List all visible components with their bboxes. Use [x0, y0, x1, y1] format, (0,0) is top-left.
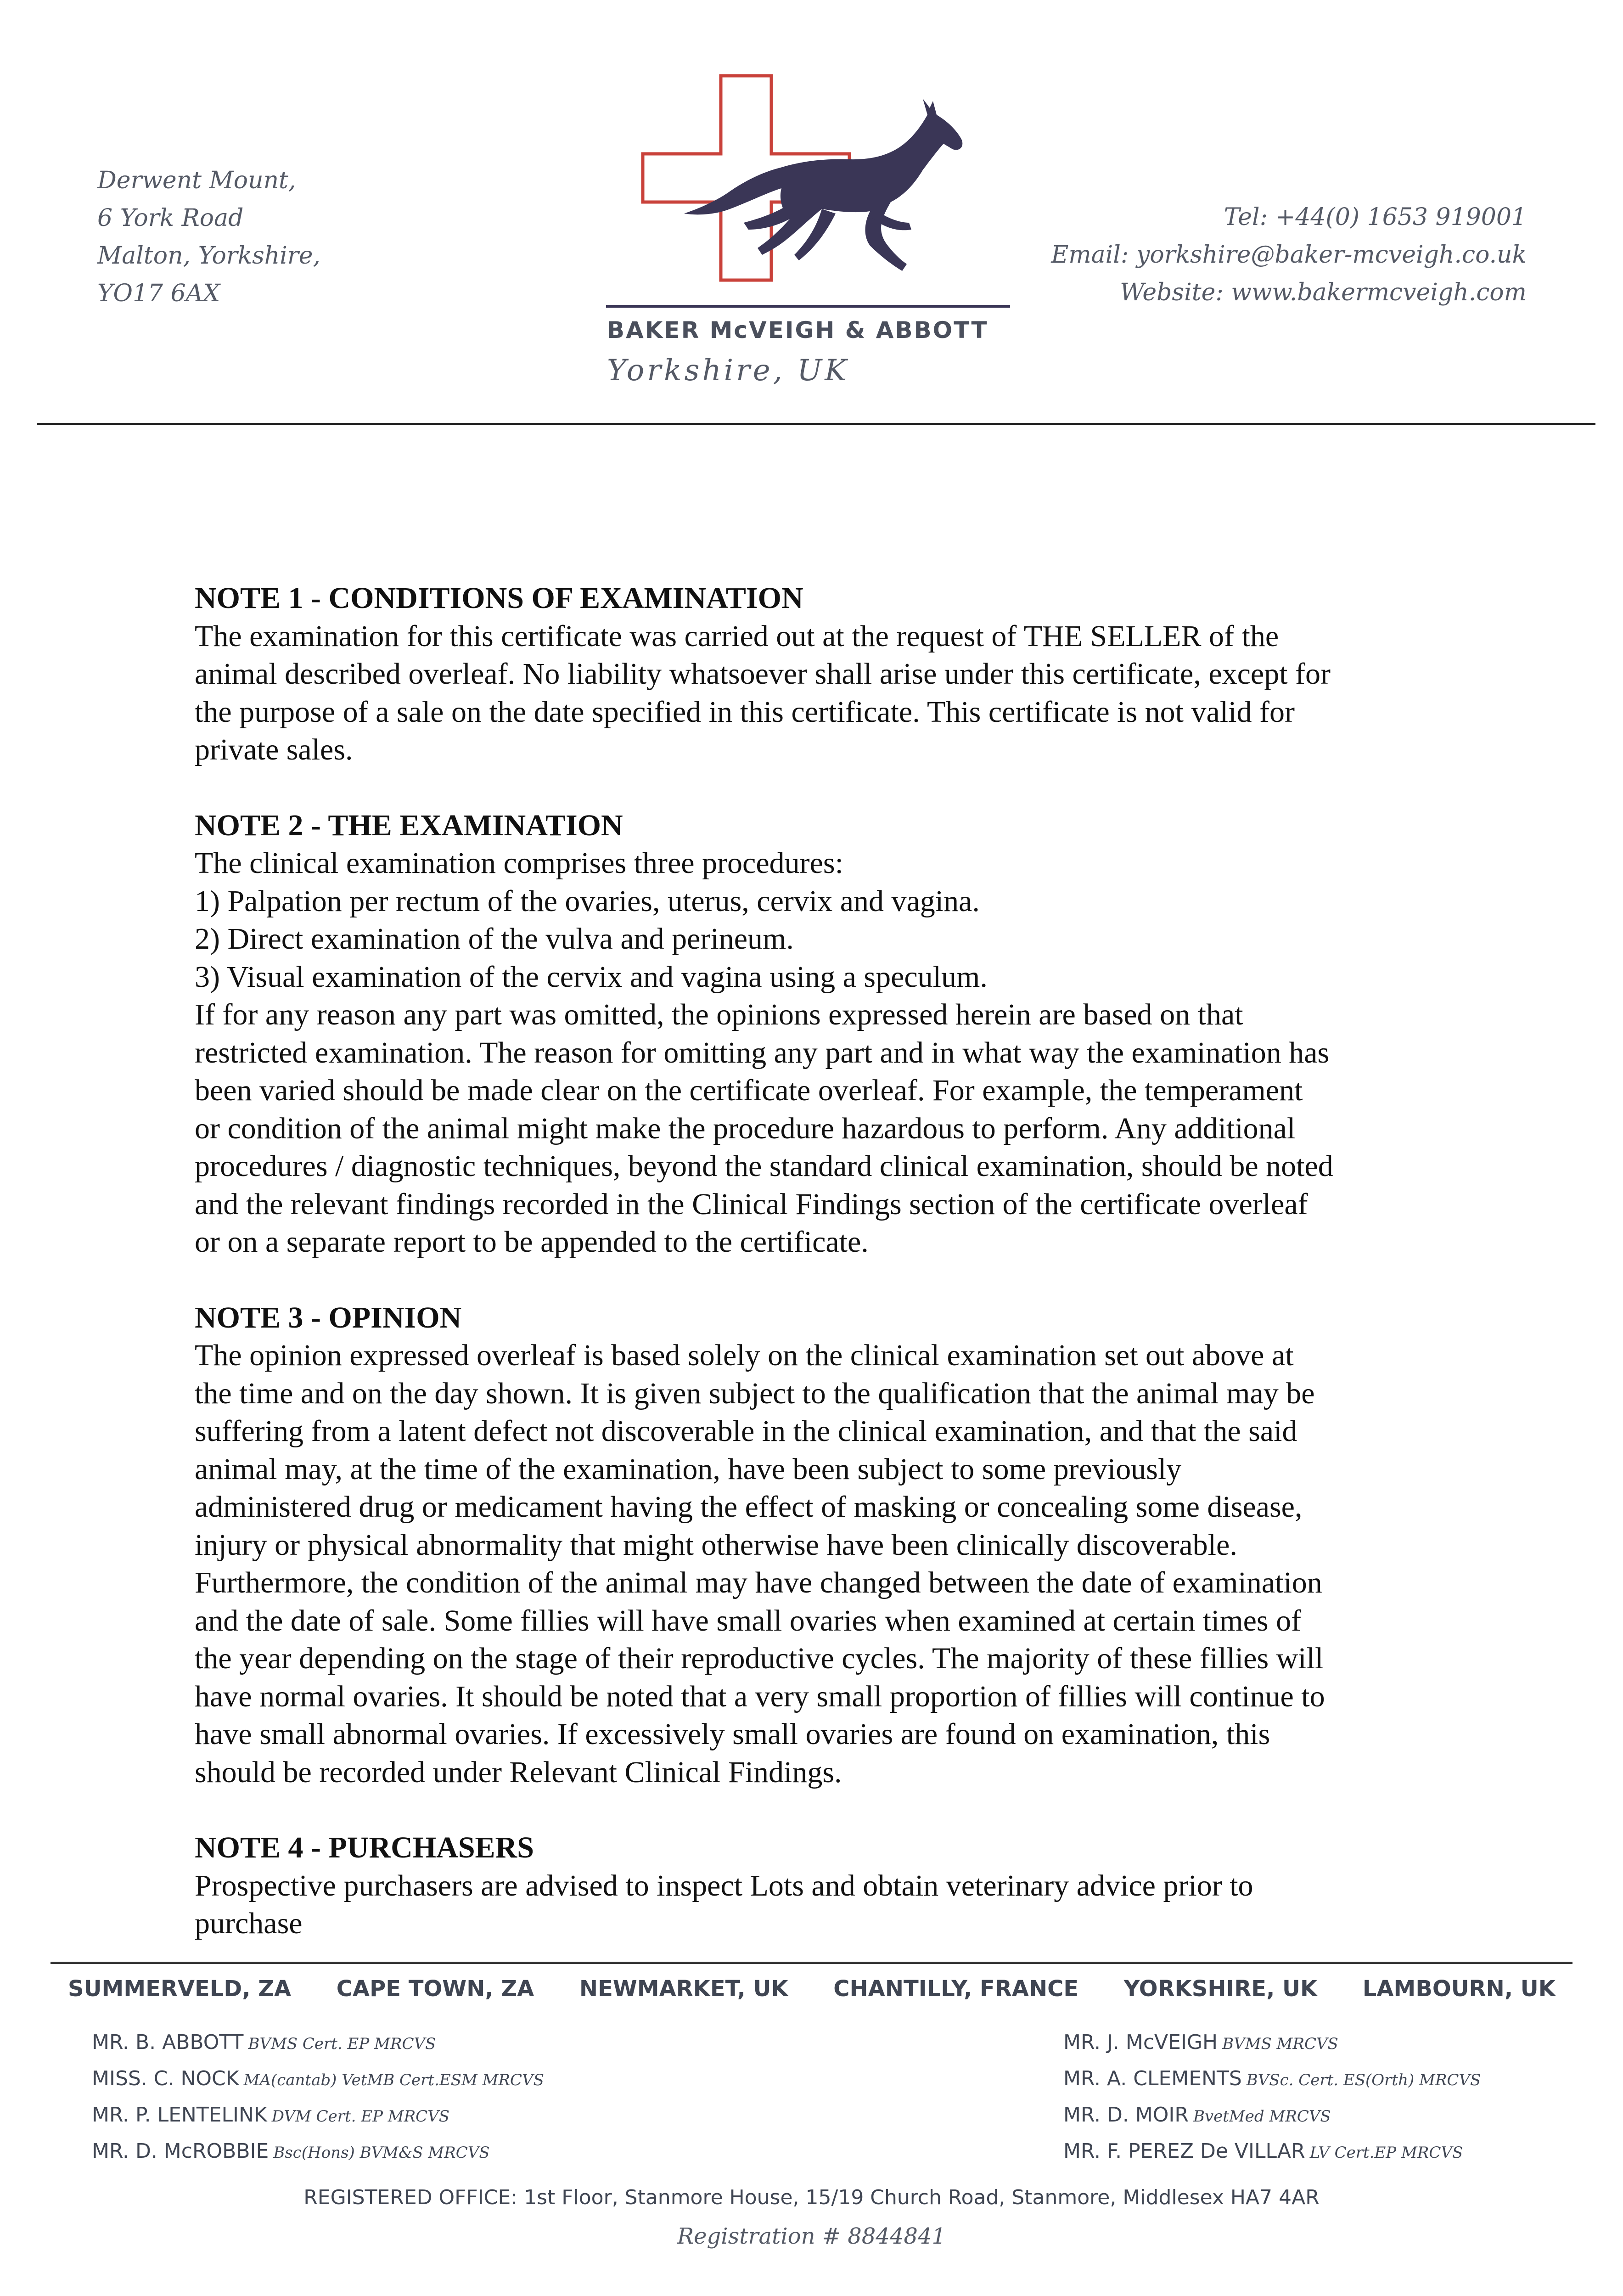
note-title: NOTE 1 - CONDITIONS OF EXAMINATION — [195, 581, 803, 615]
note-line: injury or physical abnormality that might otherwise have been clinically discoverable. — [195, 1528, 1237, 1562]
note-line: the time and on the day shown. It is given subject to the qualification that the animal may be — [195, 1376, 1315, 1410]
contact-details — [1051, 198, 1527, 311]
header-divider — [37, 423, 1595, 425]
note-body — [195, 1337, 1462, 1791]
note-line: animal described overleaf. No liability whatsoever shall arise under this certificate, except for — [195, 657, 1331, 691]
staff-name: MR. J. McVEIGH — [1063, 2031, 1218, 2054]
notes-section — [195, 580, 1462, 1981]
location: NEWMARKET, UK — [579, 1976, 788, 2002]
location: YORKSHIRE, UK — [1123, 1976, 1318, 2002]
practice-address — [97, 162, 320, 312]
note-line: should be recorded under Relevant Clinical Findings. — [195, 1755, 842, 1789]
note-line: the purpose of a sale on the date specified in this certificate. This certificate is not valid for — [195, 695, 1295, 729]
staff-qualifications: BVSc. Cert. ES(Orth) MRCVS — [1246, 2071, 1481, 2089]
note-line: administered drug or medicament having the effect of masking or concealing some disease, — [195, 1490, 1303, 1524]
logo — [606, 71, 1010, 315]
staff-qualifications: Bsc(Hons) BVM&S MRCVS — [273, 2144, 490, 2162]
staff-name: MR. D. McROBBIE — [92, 2139, 269, 2163]
note-line: have small abnormal ovaries. If excessively small ovaries are found on examination, this — [195, 1717, 1270, 1751]
email-line: Email: yorkshire@baker-mcveigh.co.uk — [1051, 241, 1527, 269]
brand-name: BAKER McVEIGH & ABBOTT — [607, 317, 988, 343]
note-line: procedures / diagnostic techniques, beyond the standard clinical examination, should be noted — [195, 1149, 1333, 1183]
staff-qualifications: DVM Cert. EP MRCVS — [271, 2107, 450, 2126]
office-locations — [68, 1976, 1556, 2002]
note-line: and the date of sale. Some fillies will have small ovaries when examined at certain times of — [195, 1604, 1302, 1638]
note-title: NOTE 3 - OPINION — [195, 1300, 462, 1334]
note-line: been varied should be made clear on the certificate overleaf. For example, the temperament — [195, 1074, 1303, 1107]
note-line: the year depending on the stage of their reproductive cycles. The majority of these fillies will — [195, 1642, 1324, 1675]
staff-member — [1063, 2134, 1481, 2170]
address-line: 6 York Road — [97, 204, 244, 232]
note-line: restricted examination. The reason for omitting any part and in what way the examination has — [195, 1035, 1330, 1069]
staff-member — [92, 2098, 544, 2134]
staff-list-right — [1063, 2025, 1481, 2170]
note-line: Prospective purchasers are advised to inspect Lots and obtain veterinary advice prior to — [195, 1868, 1253, 1902]
note-line: Furthermore, the condition of the animal may have changed between the date of examination — [195, 1566, 1322, 1599]
brand-location: Yorkshire, UK — [607, 354, 850, 388]
note-title: NOTE 4 - PURCHASERS — [195, 1831, 534, 1864]
staff-member — [1063, 2025, 1481, 2061]
note-line: and the relevant findings recorded in the Clinical Findings section of the certificate overleaf — [195, 1187, 1308, 1221]
staff-member — [92, 2134, 544, 2170]
note-line: 3) Visual examination of the cervix and vagina using a speculum. — [195, 960, 988, 994]
note-body — [195, 1867, 1462, 1943]
location: CHANTILLY, FRANCE — [833, 1976, 1079, 2002]
note-line: The opinion expressed overleaf is based solely on the clinical examination set out above at — [195, 1339, 1294, 1372]
note-3 — [195, 1299, 1462, 1792]
staff-member — [92, 2025, 544, 2061]
staff-name: MR. F. PEREZ De VILLAR — [1063, 2139, 1305, 2163]
staff-qualifications: BvetMed MRCVS — [1193, 2107, 1331, 2126]
footer-divider — [51, 1962, 1572, 1964]
location: SUMMERVELD, ZA — [68, 1976, 292, 2002]
staff-qualifications: BVMS MRCVS — [1222, 2035, 1338, 2053]
registration-number: Registration # 8844841 — [677, 2223, 946, 2249]
address-line: Derwent Mount, — [97, 167, 296, 194]
note-1 — [195, 580, 1462, 769]
note-line: 2) Direct examination of the vulva and perineum. — [195, 922, 794, 956]
staff-name: MR. P. LENTELINK — [92, 2103, 267, 2127]
note-line: The examination for this certificate was carried out at the request of THE SELLER of the — [195, 619, 1279, 653]
note-title: NOTE 2 - THE EXAMINATION — [195, 808, 623, 842]
staff-member — [92, 2061, 544, 2098]
staff-name: MR. B. ABBOTT — [92, 2031, 244, 2054]
note-4 — [195, 1829, 1462, 1943]
location: LAMBOURN, UK — [1362, 1976, 1556, 2002]
horse-icon — [684, 99, 962, 271]
note-line: or on a separate report to be appended to the certificate. — [195, 1225, 869, 1259]
phone-line: Tel: +44(0) 1653 919001 — [1224, 203, 1527, 231]
note-line: or condition of the animal might make the procedure hazardous to perform. Any additional — [195, 1111, 1296, 1145]
staff-qualifications: BVMS Cert. EP MRCVS — [248, 2035, 436, 2053]
note-line: private sales. — [195, 733, 353, 766]
registered-office: REGISTERED OFFICE: 1st Floor, Stanmore House, 15/19 Church Road, Stanmore, Middlesex HA7 4AR — [303, 2186, 1320, 2209]
note-line: 1) Palpation per rectum of the ovaries, uterus, cervix and vagina. — [195, 884, 980, 918]
staff-qualifications: MA(cantab) VetMB Cert.ESM MRCVS — [243, 2071, 544, 2089]
staff-name: MISS. C. NOCK — [92, 2067, 239, 2090]
note-line: The clinical examination comprises three procedures: — [195, 846, 843, 880]
staff-name: MR. A. CLEMENTS — [1063, 2067, 1242, 2090]
staff-member — [1063, 2098, 1481, 2134]
location: CAPE TOWN, ZA — [336, 1976, 534, 2002]
staff-qualifications: LV Cert.EP MRCVS — [1309, 2144, 1463, 2162]
address-line: Malton, Yorkshire, — [97, 242, 321, 270]
website-line: Website: www.bakermcveigh.com — [1120, 279, 1527, 306]
note-body — [195, 844, 1462, 1261]
staff-member — [1063, 2061, 1481, 2098]
note-line: have normal ovaries. It should be noted that a very small proportion of fillies will continue to — [195, 1679, 1325, 1713]
note-line: If for any reason any part was omitted, the opinions expressed herein are based on that — [195, 998, 1243, 1031]
note-2 — [195, 807, 1462, 1261]
note-line: purchase — [195, 1907, 303, 1940]
note-body — [195, 618, 1462, 769]
staff-list-left — [92, 2025, 544, 2170]
cross-horse-icon — [606, 71, 1010, 315]
address-line: YO17 6AX — [97, 280, 220, 307]
staff-name: MR. D. MOIR — [1063, 2103, 1189, 2127]
note-line: animal may, at the time of the examination, have been subject to some previously — [195, 1452, 1182, 1486]
note-line: suffering from a latent defect not discoverable in the clinical examination, and that the said — [195, 1414, 1297, 1448]
